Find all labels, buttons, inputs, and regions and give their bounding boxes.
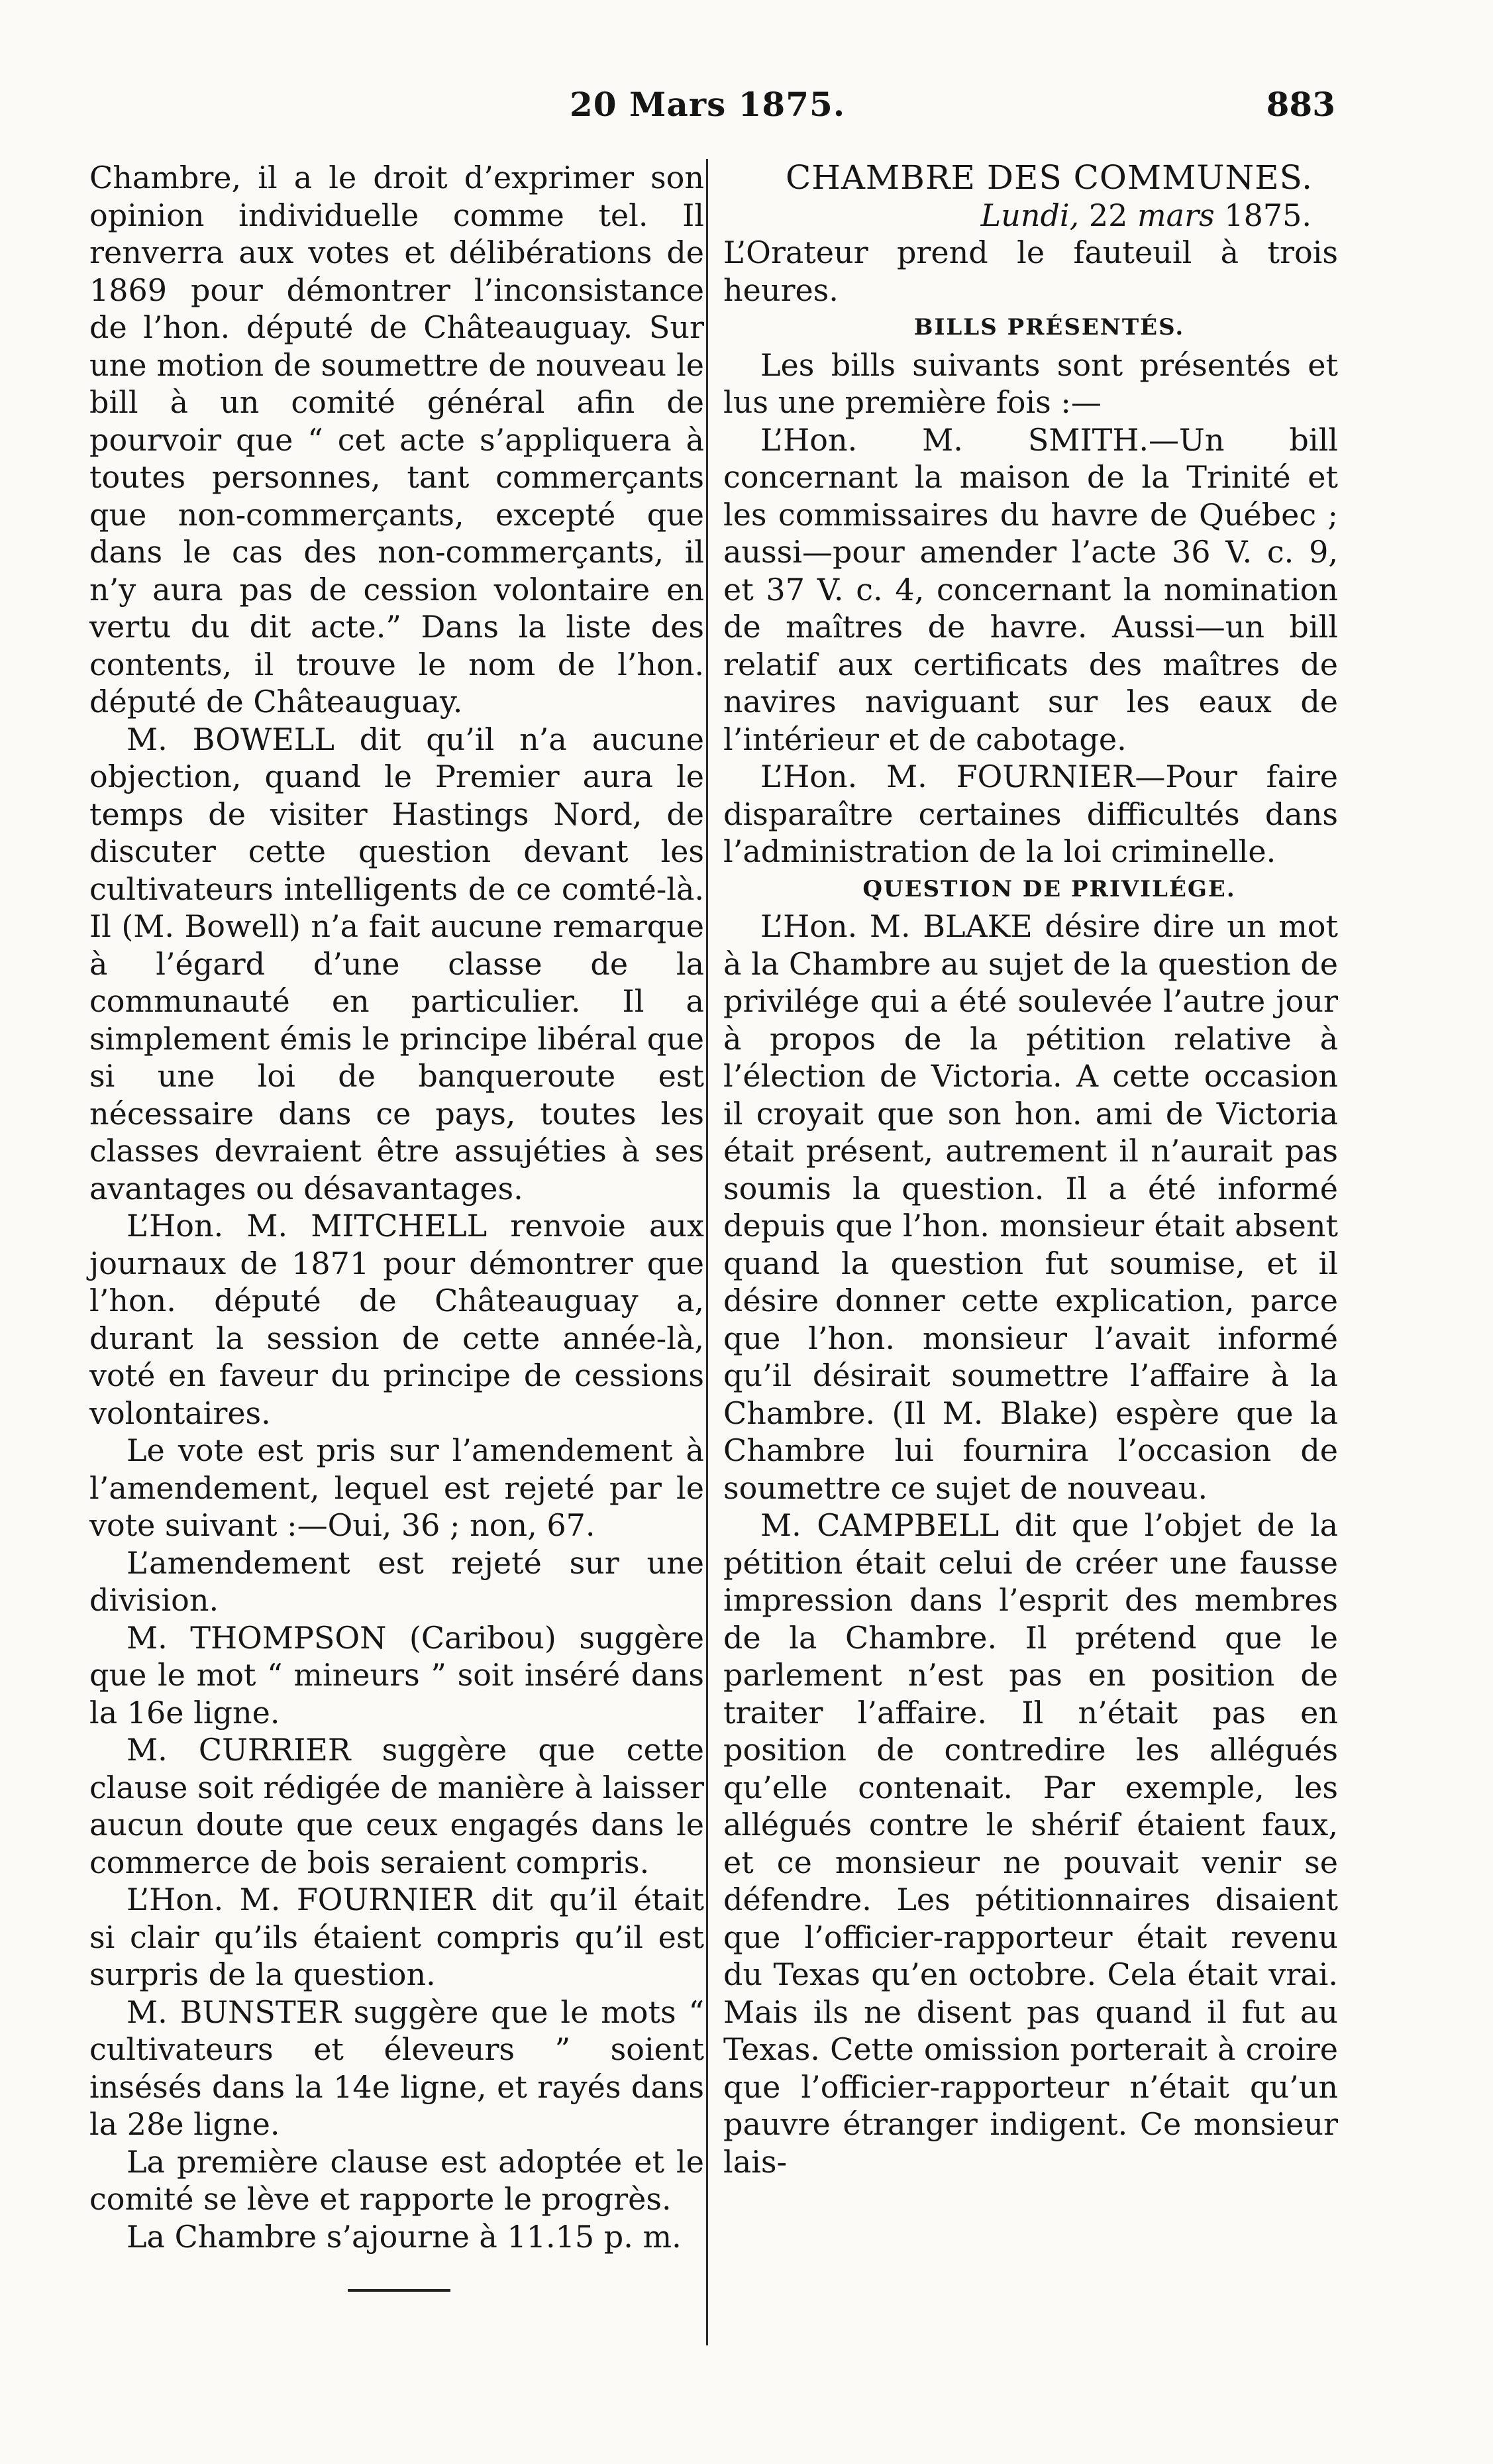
- paragraph: Chambre, il a le droit d’exprimer son opinion individuelle comme tel. Il renverra aux votes et délibérations de 1869 pour démontrer l’inconsistance de l’hon. député de Châteauguay. Sur une motion de soumettre de nouveau le bill à un comité général afin de pourvoir que “ cet acte s’appliquera à toutes personnes, tant commerçants que non-commerçants, excepté que dans le cas des non-commerçants, il n’y aura pas de cession volontaire en vertu du dit acte.” Dans la liste des contents, il trouve le nom de l’hon. député de Châteauguay.: [89, 160, 704, 720]
- section-heading-privilege: QUESTION DE PRIVILÉGE.: [862, 875, 1236, 902]
- paragraph: L’Hon. M. SMITH.—Un bill concernant la maison de la Trinité et les commissaires du havre de Québec ; aussi—pour amender l’acte 36 V. c. 9, et 37 V. c. 4, concernant la nomination de maîtres de havre. Aussi—un bill relatif aux certificats des maîtres de navires naviguant sur les eaux de l’intérieur et de cabotage.: [723, 421, 1338, 757]
- paragraph: L’Hon. M. BLAKE désire dire un mot à la Chambre au sujet de la question de privilége qui a été soulevée l’autre jour à propos de la pétition relative à l’élection de Victoria. A cette occasion il croyait que son hon. ami de Victoria était présent, autrement il n’aurait pas soumis la question. Il a été informé depuis que l’hon. monsieur était absent quand la question fut soumise, et il désire donner cette explication, parce que l’hon. monsieur l’avait informé qu’il désirait soumettre l’affaire à la Chambre. (Il M. Blake) espère que la Chambre lui fournira l’occasion de soumettre ce sujet de nouveau.: [723, 908, 1338, 1506]
- paragraph: M. BUNSTER suggère que le mots “ cultivateurs et éleveurs ” soient insésés dans la 14e ligne, et rayés dans la 28e ligne.: [89, 1994, 704, 2142]
- end-of-sitting-rule: [348, 2289, 450, 2292]
- paragraph: L’amendement est rejeté sur une division.: [89, 1544, 704, 1618]
- running-header-date: 20 Mars 1875.: [570, 85, 846, 124]
- paragraph: M. THOMPSON (Caribou) suggère que le mot “ mineurs ” soit inséré dans la 16e ligne.: [89, 1619, 704, 1731]
- sitting-day: Lundi,: [980, 197, 1080, 233]
- sitting-year: 1875.: [1224, 197, 1312, 233]
- sitting-date-number: 22: [1088, 197, 1128, 233]
- sitting-month: mars: [1137, 197, 1215, 233]
- speaker-paragraph: L’Orateur prend le fauteuil à trois heures.: [723, 235, 1338, 308]
- paragraph: L’Hon. M. FOURNIER—Pour faire disparaître certaines difficultés dans l’administration de la loi criminelle.: [723, 759, 1338, 869]
- paragraph: M. CURRIER suggère que cette clause soit rédigée de manière à laisser aucun doute que ceux engagés dans le commerce de bois seraient compris.: [89, 1732, 704, 1880]
- paragraph: La première clause est adoptée et le comité se lève et rapporte le progrès.: [89, 2143, 704, 2217]
- section-heading-bills: BILLS PRÉSENTÉS.: [913, 314, 1185, 341]
- paragraph: M. BOWELL dit qu’il n’a aucune objection, quand le Premier aura le temps de visiter Hastings Nord, de discuter cette question devant les cultivateurs intelligents de ce comté-là. Il (M. Bowell) n’a fait aucune remarque à l’égard d’une classe de la communauté en particulier. Il a simplement émis le principe libéral que si une loi de banqueroute est nécessaire dans ce pays, toutes les classes devraient être assujéties à ses avantages ou désavantages.: [89, 721, 704, 1206]
- paragraph: M. CAMPBELL dit que l’objet de la pétition était celui de créer une fausse impression dans l’esprit des membres de la Chambre. Il prétend que le parlement n’est pas en position de traiter l’affaire. Il n’était pas en position de contredire les allégués qu’elle contenait. Par exemple, les allégués contre le shérif étaient faux, et ce monsieur ne pouvait venir se défendre. Les pétitionnaires disaient que l’officier-rapporteur était revenu du Texas qu’en octobre. Cela était vrai. Mais ils ne disent pas quand il fut au Texas. Cette omission porterait à croire que l’officier-rapporteur n’était qu’un pauvre étranger indigent. Ce monsieur lais-: [723, 1507, 1338, 2180]
- chamber-title: CHAMBRE DES COMMUNES.: [785, 158, 1313, 197]
- right-column: [723, 159, 1338, 2180]
- page-number: 883: [1266, 85, 1335, 124]
- paragraph: Les bills suivants sont présentés et lus une première fois :—: [723, 347, 1338, 420]
- paragraph: La Chambre s’ajourne à 11.15 p. m.: [127, 2218, 682, 2255]
- left-column: [89, 159, 704, 2255]
- sitting-date: [723, 197, 1338, 235]
- column-divider: [706, 159, 708, 2345]
- paragraph: L’Hon. M. MITCHELL renvoie aux journaux de 1871 pour démontrer que l’hon. député de Châteauguay a, durant la session de cette année-là, voté en faveur du principe de cessions volontaires.: [89, 1208, 704, 1431]
- paragraph: L’Hon. M. FOURNIER dit qu’il était si clair qu’ils étaient compris qu’il est surpris de la question.: [89, 1882, 704, 1992]
- paragraph: Le vote est pris sur l’amendement à l’amendement, lequel est rejeté par le vote suivant :—Oui, 36 ; non, 67.: [89, 1432, 704, 1543]
